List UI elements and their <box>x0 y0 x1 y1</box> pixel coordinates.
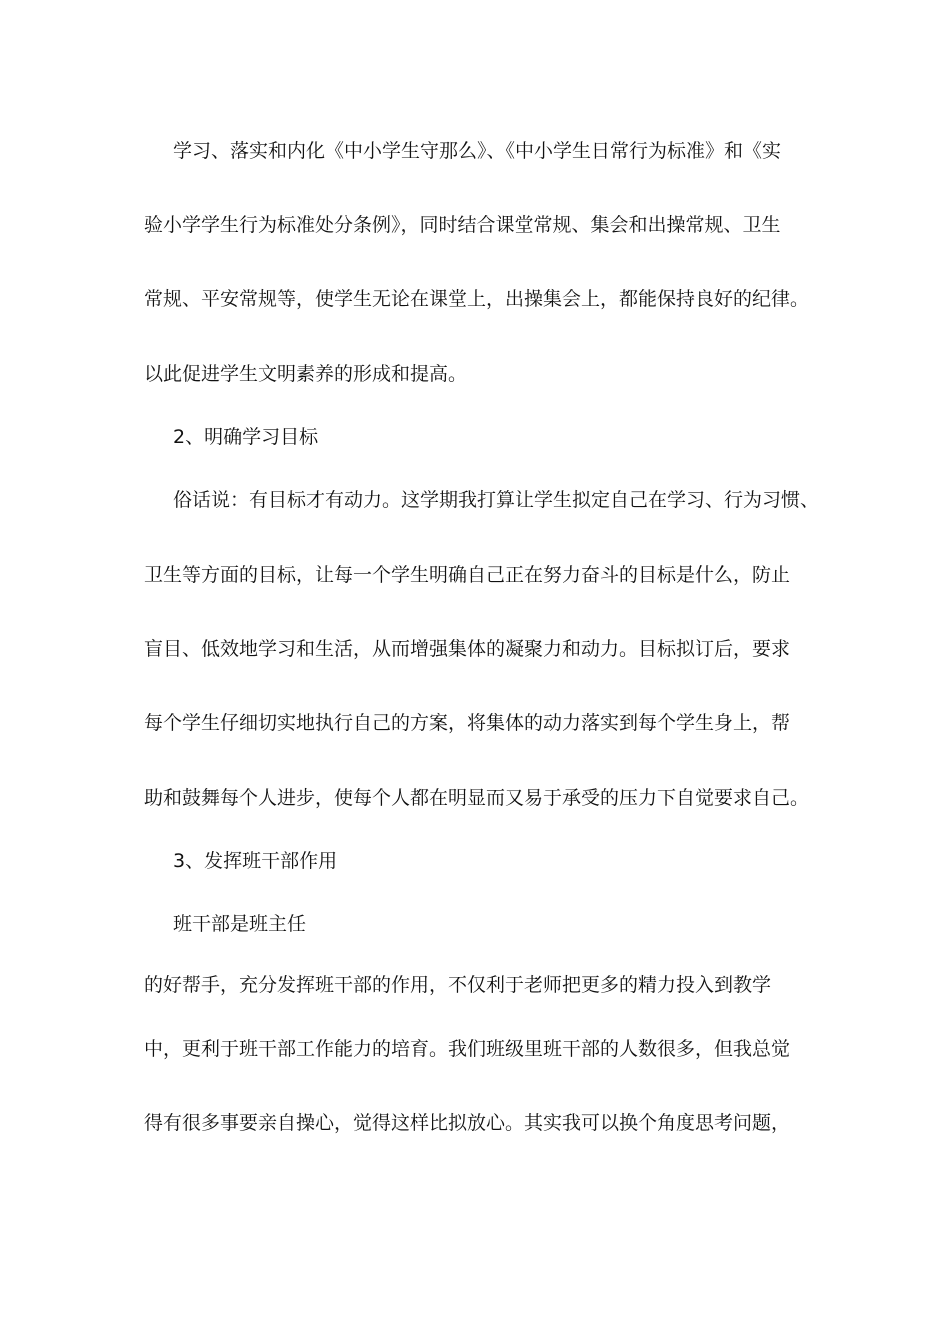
paragraph-line: 得有很多事要亲自操心，觉得这样比拟放心。其实我可以换个角度思考问题， <box>144 1112 791 1134</box>
paragraph-line: 的好帮手，充分发挥班干部的作用，不仅利于老师把更多的精力投入到教学 <box>144 974 772 996</box>
paragraph-line: 中，更利于班干部工作能力的培育。我们班级里班干部的人数很多，但我总觉 <box>144 1038 791 1060</box>
paragraph-line: 俗话说：有目标才有动力。这学期我打算让学生拟定自己在学习、行为习惯、 <box>173 489 820 511</box>
paragraph-line: 卫生等方面的目标，让每一个学生明确自己正在努力奋斗的目标是什么，防止 <box>144 564 791 586</box>
paragraph-line: 以此促进学生文明素养的形成和提高。 <box>144 363 468 385</box>
paragraph-line: 助和鼓舞每个人进步，使每个人都在明显而又易于承受的压力下自觉要求自己。 <box>144 787 810 809</box>
paragraph-line: 常规、平安常规等，使学生无论在课堂上，出操集会上，都能保持良好的纪律。 <box>144 288 810 310</box>
paragraph-line: 学习、落实和内化《中小学生守那么》、《中小学生日常行为标准》和《实 <box>173 140 782 162</box>
section-heading: 3、发挥班干部作用 <box>173 850 338 872</box>
paragraph-line: 盲目、低效地学习和生活，从而增强集体的凝聚力和动力。目标拟订后，要求 <box>144 638 791 660</box>
paragraph-line: 每个学生仔细切实地执行自己的方案，将集体的动力落实到每个学生身上，帮 <box>144 712 791 734</box>
paragraph-line: 班干部是班主任 <box>173 913 307 935</box>
section-heading: 2、明确学习目标 <box>173 426 319 448</box>
paragraph-line: 验小学学生行为标准处分条例》，同时结合课堂常规、集会和出操常规、卫生 <box>144 214 781 236</box>
